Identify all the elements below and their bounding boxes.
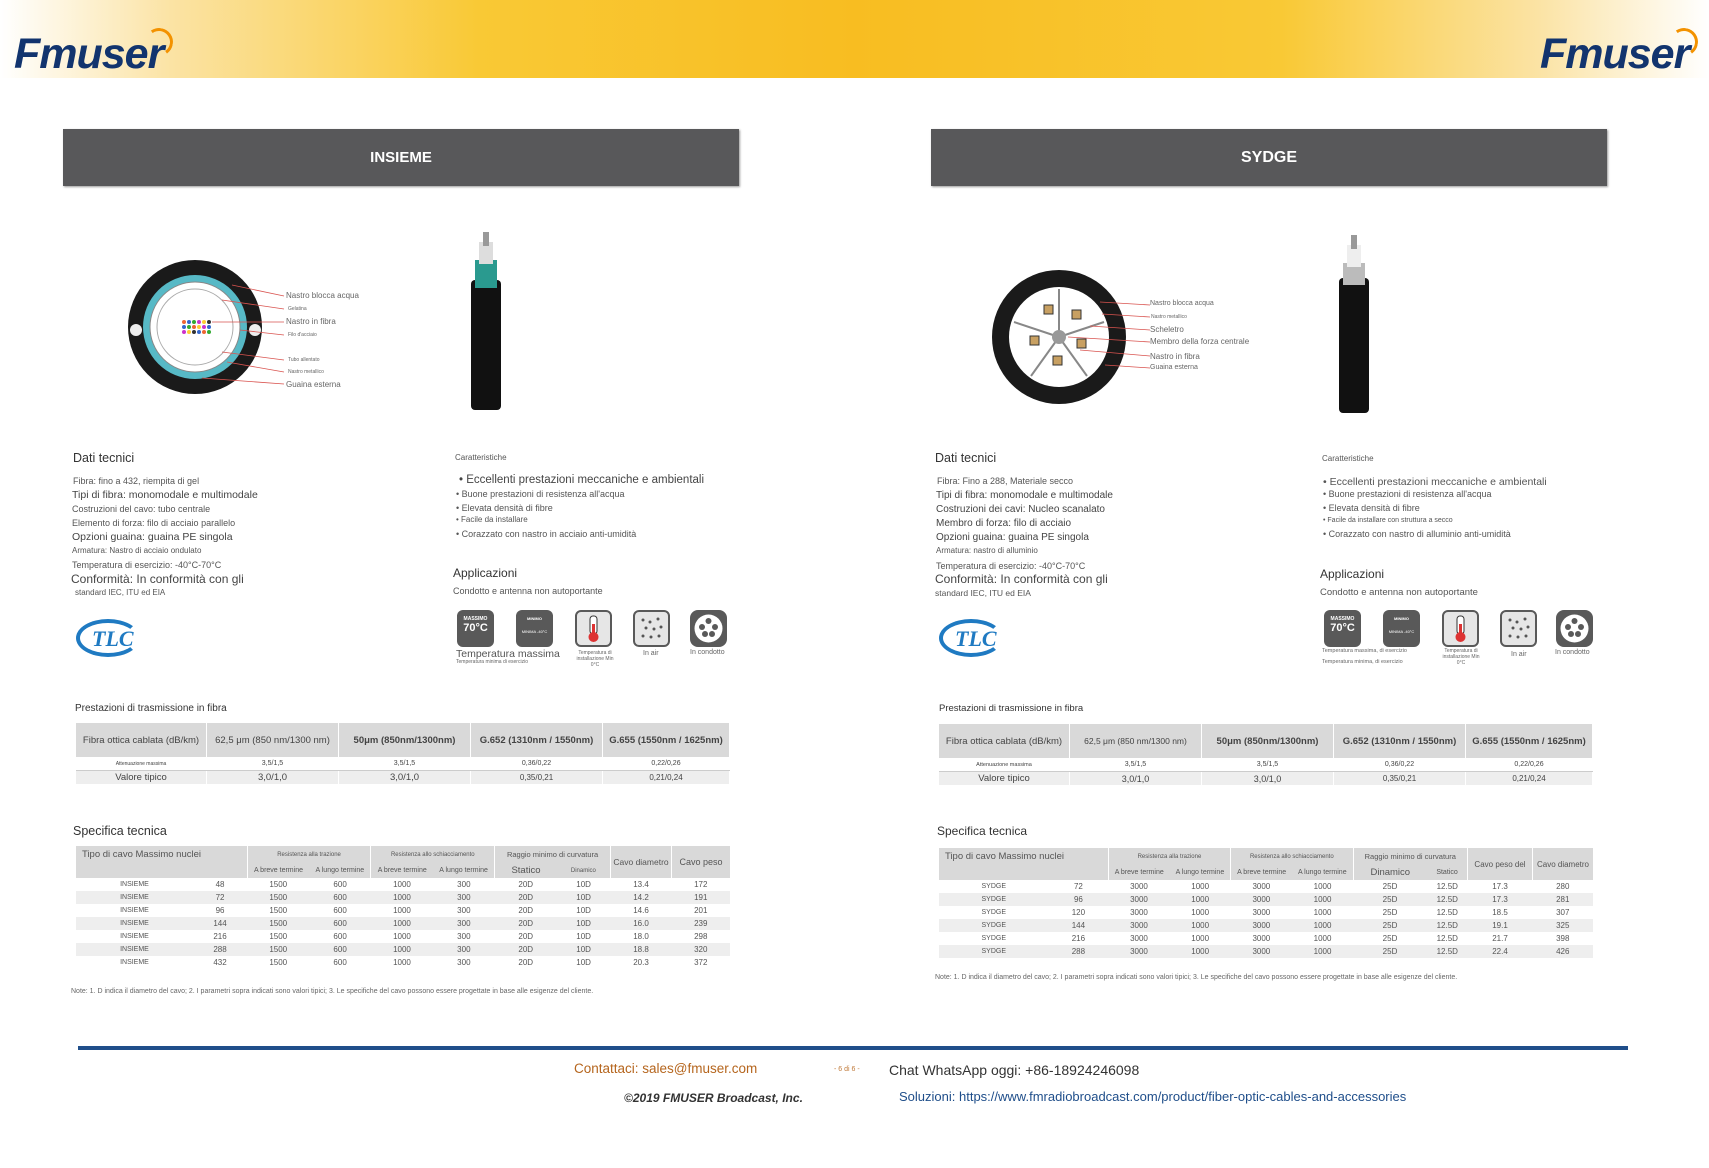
spec-cell: 20D — [518, 880, 534, 889]
perf-cell: 3,0/1,0 — [1070, 772, 1202, 786]
thermometer-icon — [575, 610, 612, 647]
min-temperature-icon: MINIMO MINIMA -40°C — [516, 610, 553, 647]
cable-type-cell: INSIEME — [76, 917, 193, 930]
spec-cell: 216 — [213, 932, 227, 941]
perf-cell: 0,36/0,22 — [1334, 758, 1466, 772]
perf-cell: 0,22/0,26 — [1466, 758, 1593, 772]
cable-side-view-sydge — [1334, 233, 1374, 413]
table-row — [939, 945, 1593, 958]
tech-line: Temperatura di esercizio: -40°C-70°C — [936, 561, 1086, 571]
spec-header-cell: Dinamico — [557, 863, 611, 878]
table-row — [939, 880, 1593, 893]
spec-cell: 288 — [193, 943, 247, 956]
feature-item: • Facile da installare con struttura a secco — [1323, 517, 1453, 524]
spec-cell: 1000 — [371, 891, 433, 904]
callout-label: Gelatina — [288, 306, 307, 312]
spec-table-body — [939, 880, 1593, 958]
spec-header-cell: Resistenza allo schiacciamento — [371, 846, 495, 863]
spec-cell: 20D — [495, 943, 557, 956]
page-number: - 6 di 6 - — [834, 1066, 860, 1073]
feature-item: • Corazzato con nastro di alluminio anti-umidità — [1323, 529, 1511, 539]
cable-type-cell: INSIEME — [120, 959, 149, 966]
icon-label: Temperatura di installazione Min 0°C — [1442, 648, 1480, 666]
spec-header-cell: Cavo peso — [672, 846, 731, 878]
perf-header-cell: Fibra ottica cablata (dB/km) — [939, 724, 1070, 758]
spec-cell: 172 — [694, 880, 708, 889]
icon-label: In air — [643, 650, 659, 657]
perf-cell: 3,5/1,5 — [1202, 758, 1334, 772]
spec-cell: 1000 — [1191, 882, 1210, 891]
spec-cell: 3000 — [1130, 908, 1148, 917]
spec-header-cell: A breve termine — [247, 863, 309, 878]
applications-title: Applicazioni — [453, 566, 518, 580]
perf-cell: 3,5/1,5 — [207, 757, 339, 771]
spec-cell: 432 — [213, 958, 227, 967]
spec-cell: 14.6 — [633, 906, 649, 915]
spec-header-cell: Raggio minimo di curvatura — [495, 846, 611, 863]
spec-cell: 48 — [215, 880, 225, 889]
spec-cell: 300 — [457, 958, 471, 967]
icon-label: Temperatura di installazione Min 0°C — [576, 650, 614, 668]
table-row — [76, 891, 730, 904]
table-row — [76, 878, 730, 891]
spec-cell: 18.8 — [611, 943, 672, 956]
spec-header-cell: Cavo diametro — [1533, 848, 1594, 880]
applications-subtitle: Condotto e antenna non autoportante — [453, 586, 603, 596]
tech-line: Elemento di forza: filo di acciaio parallelo — [72, 518, 236, 528]
min-temperature-icon: MINIMO MINIMA -40°C — [1383, 610, 1420, 647]
spec-cell: 426 — [1533, 945, 1594, 958]
table-row — [76, 930, 730, 943]
spec-cell: 1000 — [1292, 893, 1353, 906]
spec-cell: 320 — [672, 943, 731, 956]
footer-rule — [78, 1046, 1628, 1050]
tech-line: Costruzioni del cavo: tubo centrale — [72, 504, 211, 514]
spec-cell: 96 — [215, 906, 225, 915]
tech-line: standard IEC, ITU ed EIA — [75, 588, 166, 597]
spec-cell: 144 — [1049, 919, 1109, 932]
spec-cell: 239 — [672, 917, 731, 930]
icon-label: In condotto — [690, 649, 725, 656]
spec-cell: 1000 — [1191, 908, 1210, 917]
spec-cell: 21.7 — [1492, 934, 1508, 943]
spec-cell: 600 — [333, 906, 347, 915]
feature-item: • Eccellenti prestazioni meccaniche e ambientali — [1323, 476, 1547, 488]
solutions-line — [899, 1089, 1406, 1104]
callout-label: Nastro in fibra — [286, 317, 336, 326]
feature-item: • Buone prestazioni di resistenza all'acqua — [456, 489, 625, 499]
spec-header-cell: Statico — [495, 863, 557, 878]
spec-cell: 3000 — [1231, 893, 1292, 906]
spec-cell: 3000 — [1252, 908, 1271, 917]
spec-cell: 18.5 — [1492, 908, 1508, 917]
spec-cell: 600 — [309, 891, 371, 904]
spec-cell: 25D — [1382, 908, 1398, 917]
spec-cell: 1500 — [269, 880, 288, 889]
spec-cell: 1000 — [1170, 945, 1231, 958]
spec-cell: 1000 — [393, 958, 411, 967]
spec-cell: 600 — [309, 917, 371, 930]
spec-cell: 1000 — [1313, 908, 1332, 917]
contact-email-link[interactable]: Contattaci: sales@fmuser.com — [574, 1061, 758, 1076]
spec-cell: 12.5D — [1427, 919, 1467, 932]
tech-line: Armatura: Nastro di acciaio ondulato — [72, 546, 202, 555]
spec-cell: 1500 — [247, 917, 309, 930]
tech-line: Tipi di fibra: monomodale e multimodale — [936, 490, 1113, 501]
perf-table — [939, 724, 1593, 785]
tech-line: Conformità: In conformità con gli — [935, 572, 1108, 586]
icon-label: Temperatura minima, di esercizio — [1322, 659, 1403, 665]
perf-cell: Attenuazione massima — [939, 758, 1070, 772]
spec-cell: 325 — [1533, 919, 1594, 932]
spec-cell: 10D — [576, 880, 591, 889]
perf-header-cell: 50μm (850nm/1300nm) — [1202, 724, 1334, 758]
spec-cell: 300 — [457, 906, 471, 915]
cable-type-cell: SYDGE — [981, 935, 1007, 942]
spec-cell: 22.4 — [1468, 945, 1533, 958]
perf-cell: Valore tipico — [939, 772, 1070, 786]
spec-cell: 600 — [333, 958, 347, 967]
icon-label: In condotto — [1555, 649, 1590, 656]
spec-header-cell: Statico — [1427, 865, 1467, 880]
spec-cell: 1500 — [269, 906, 288, 915]
spec-cell: 300 — [457, 932, 471, 941]
tlc-logo-text: TLC — [955, 626, 997, 651]
in-duct-icon — [690, 610, 727, 647]
spec-cell: 1000 — [371, 943, 433, 956]
callout-label: Guaina esterna — [286, 380, 341, 389]
spec-cell: 25D — [1382, 934, 1398, 943]
brand-logo-left — [14, 30, 163, 79]
spec-header-cell: Tipo di cavo Massimo nuclei — [939, 848, 1108, 880]
spec-header-cell: A lungo termine — [1170, 865, 1231, 880]
footnote: Note: 1. D indica il diametro del cavo; 2. I parametri sopra indicati sono valori tipici; 3. Le specifiche del cavo possono essere progettate in base alle esigenze del cliente. — [71, 988, 594, 995]
perf-header-cell: 62,5 μm (850 nm/1300 nm) — [207, 723, 339, 757]
spec-cell: 3000 — [1252, 934, 1271, 943]
perf-header-cell: 62,5 μm (850 nm/1300 nm) — [1070, 724, 1202, 758]
spec-cell: 10D — [557, 943, 611, 956]
spec-cell: 300 — [457, 880, 471, 889]
spec-cell: 281 — [1533, 893, 1594, 906]
feature-item: • Elevata densità di fibre — [456, 503, 553, 513]
product-title-sydge: SYDGE — [931, 129, 1607, 186]
spec-cell: 10D — [557, 891, 611, 904]
icon-label: Temperatura minima di esercizio — [456, 659, 528, 665]
spec-cell: 3000 — [1130, 882, 1148, 891]
table-row — [939, 893, 1593, 906]
perf-cell: Valore tipico — [76, 771, 207, 785]
spec-cell: 1000 — [371, 917, 433, 930]
spec-cell: 307 — [1556, 908, 1570, 917]
feature-item: • Facile da installare — [456, 515, 528, 524]
spec-title: Specifica tecnica — [73, 824, 167, 838]
whatsapp-text: Chat WhatsApp oggi: +86-18924246098 — [889, 1062, 1140, 1078]
spec-cell: 12.5D — [1436, 882, 1458, 891]
header-banner — [0, 0, 1709, 78]
perf-cell: 3,0/1,0 — [1202, 772, 1334, 786]
tech-line: standard IEC, ITU ed EIA — [935, 588, 1031, 598]
cable-type-cell: INSIEME — [120, 907, 149, 914]
cable-type-cell: SYDGE — [939, 945, 1049, 958]
in-air-icon — [633, 610, 670, 647]
perf-cell: 3,0/1,0 — [207, 771, 339, 785]
spec-cell: 298 — [694, 932, 708, 941]
tech-line: Tipi di fibra: monomodale e multimodale — [72, 489, 258, 501]
spec-cell: 120 — [1071, 908, 1086, 917]
perf-header-cell: Fibra ottica cablata (dB/km) — [76, 723, 207, 757]
table-row — [939, 932, 1593, 945]
callout-label: Tubo allentato — [288, 357, 320, 363]
perf-header-cell: G.652 (1310nm / 1550nm) — [471, 723, 603, 757]
table-row — [76, 943, 730, 956]
cable-type-cell: SYDGE — [939, 919, 1049, 932]
spec-title: Specifica tecnica — [937, 824, 1028, 838]
callout-label: Nastro in fibra — [1150, 352, 1200, 361]
spec-header-cell: Raggio minimo di curvatura — [1353, 848, 1467, 865]
spec-cell: 398 — [1556, 934, 1570, 943]
spec-header-cell: Cavo peso del — [1468, 848, 1533, 880]
callout-label: Guaina esterna — [1150, 364, 1198, 371]
max-temperature-icon: MASSIMO 70°C — [1324, 610, 1361, 647]
brand-logo-text: Fmuser — [1540, 30, 1690, 78]
spec-table — [76, 846, 730, 969]
tech-line: Costruzioni dei cavi: Nucleo scanalato — [936, 504, 1105, 515]
cable-type-cell: SYDGE — [939, 893, 1049, 906]
spec-cell: 12.5D — [1427, 945, 1467, 958]
spec-cell: 16.0 — [611, 917, 672, 930]
features-title: Caratteristiche — [455, 453, 507, 462]
spec-cell: 288 — [1049, 945, 1109, 958]
spec-cell: 300 — [433, 891, 495, 904]
spec-cell: 10D — [557, 917, 611, 930]
tech-line: Opzioni guaina: guaina PE singola — [936, 532, 1089, 543]
spec-cell: 216 — [1071, 934, 1086, 943]
spec-cell: 3000 — [1108, 945, 1169, 958]
tech-line: Opzioni guaina: guaina PE singola — [72, 531, 233, 543]
icon-label: Temperatura massima — [456, 648, 560, 660]
perf-cell: 0,36/0,22 — [471, 757, 603, 771]
feature-item: • Corazzato con nastro in acciaio anti-umidità — [456, 529, 637, 539]
spec-cell: 72 — [1073, 882, 1083, 891]
spec-header-cell: A lungo termine — [309, 863, 371, 878]
table-row — [939, 906, 1593, 919]
callout-label: Nastro blocca acqua — [286, 291, 359, 300]
spec-cell: 1000 — [1191, 934, 1210, 943]
perf-cell: 0,21/0,24 — [603, 771, 730, 785]
perf-title: Prestazioni di trasmissione in fibra — [75, 703, 227, 714]
spec-cell: 1000 — [1313, 882, 1332, 891]
table-row — [76, 917, 730, 930]
spec-table-body — [76, 878, 730, 969]
spec-cell: 20D — [518, 958, 534, 967]
table-row — [76, 956, 730, 969]
callout-label: Nastro metallico — [288, 369, 324, 375]
spec-cell: 20D — [495, 917, 557, 930]
features-title: Caratteristiche — [1322, 454, 1374, 463]
spec-cell: 20.3 — [633, 958, 649, 967]
tech-data-title: Dati tecnici — [73, 451, 135, 465]
spec-header-cell: A lungo termine — [1292, 865, 1353, 880]
spec-cell: 1000 — [393, 906, 411, 915]
spec-cell: 20D — [518, 906, 534, 915]
feature-item: • Elevata densità di fibre — [1323, 503, 1420, 513]
tech-line: Fibra: fino a 432, riempita di gel — [73, 476, 200, 486]
spec-header-cell: Cavo diametro — [611, 846, 672, 878]
spec-header-cell: A breve termine — [1231, 865, 1292, 880]
spec-cell: 19.1 — [1468, 919, 1533, 932]
spec-cell: 3000 — [1231, 945, 1292, 958]
spec-header-cell: A breve termine — [371, 863, 433, 878]
spec-cell: 191 — [672, 891, 731, 904]
spec-cell: 600 — [309, 943, 371, 956]
cable-type-cell: INSIEME — [120, 933, 149, 940]
spec-cell: 1500 — [269, 932, 288, 941]
spec-header-cell: A breve termine — [1108, 865, 1169, 880]
in-air-icon — [1500, 610, 1537, 647]
perf-cell: Attenuazione massima — [76, 757, 207, 771]
spec-cell: 1000 — [393, 880, 411, 889]
perf-table — [76, 723, 730, 784]
brand-logo-right — [1540, 30, 1689, 79]
tech-line: Armatura: nastro di alluminio — [936, 546, 1038, 555]
perf-title: Prestazioni di trasmissione in fibra — [939, 703, 1084, 714]
spec-cell: 3000 — [1252, 882, 1271, 891]
cable-type-cell: INSIEME — [76, 891, 193, 904]
brand-logo-text: Fmuser — [14, 30, 164, 78]
spec-cell: 600 — [333, 932, 347, 941]
perf-cell: 0,35/0,21 — [1334, 772, 1466, 786]
in-duct-icon — [1556, 610, 1593, 647]
spec-cell: 372 — [694, 958, 708, 967]
spec-header-cell: Tipo di cavo Massimo nuclei — [76, 846, 247, 878]
perf-header-cell: 50μm (850nm/1300nm) — [339, 723, 471, 757]
spec-cell: 300 — [433, 943, 495, 956]
spec-cell: 20D — [518, 932, 534, 941]
perf-cell: 0,35/0,21 — [471, 771, 603, 785]
spec-cell: 1500 — [247, 943, 309, 956]
spec-cell: 1500 — [247, 891, 309, 904]
cable-type-cell: SYDGE — [981, 909, 1007, 916]
footnote: Note: 1. D indica il diametro del cavo; 2. I parametri sopra indicati sono valori tipici; 3. Le specifiche del cavo possono essere progettate in base alle esigenze del cliente. — [935, 974, 1458, 981]
spec-cell: 18.0 — [633, 932, 649, 941]
spec-cell: 3000 — [1130, 934, 1148, 943]
perf-header-cell: G.652 (1310nm / 1550nm) — [1334, 724, 1466, 758]
spec-cell: 3000 — [1231, 919, 1292, 932]
applications-title: Applicazioni — [1320, 567, 1385, 581]
spec-cell: 10D — [576, 958, 591, 967]
spec-cell: 12.5D — [1436, 908, 1458, 917]
spec-cell: 1000 — [1170, 919, 1231, 932]
feature-item: • Eccellenti prestazioni meccaniche e ambientali — [459, 474, 705, 486]
spec-cell: 10D — [576, 932, 591, 941]
spec-cell: 600 — [333, 880, 347, 889]
spec-cell: 300 — [433, 917, 495, 930]
copyright: ©2019 FMUSER Broadcast, Inc. — [624, 1091, 803, 1105]
spec-header-cell: Resistenza alla trazione — [247, 846, 371, 863]
tlc-logo-text: TLC — [92, 626, 134, 651]
spec-cell: 25D — [1353, 945, 1427, 958]
perf-cell: 0,22/0,26 — [603, 757, 730, 771]
spec-cell: 144 — [193, 917, 247, 930]
spec-cell: 20D — [495, 891, 557, 904]
tech-line: Conformità: In conformità con gli — [71, 572, 244, 586]
spec-cell: 1000 — [1313, 934, 1332, 943]
callout-label: Membro della forza centrale — [1150, 337, 1250, 346]
cable-type-cell: INSIEME — [120, 881, 149, 888]
spec-cell: 14.2 — [611, 891, 672, 904]
callout-label: Scheletro — [1150, 325, 1184, 334]
max-temperature-icon: MASSIMO 70°C — [457, 610, 494, 647]
spec-cell: 1000 — [1292, 919, 1353, 932]
applications-subtitle: Condotto e antenna non autoportante — [1320, 587, 1478, 598]
tech-data-title: Dati tecnici — [935, 451, 997, 465]
solutions-label: Soluzioni: — [899, 1089, 956, 1104]
tech-line: Fibra: Fino a 288, Materiale secco — [937, 476, 1074, 486]
cable-side-view-insieme — [466, 230, 506, 410]
feature-item: • Buone prestazioni di resistenza all'acqua — [1323, 489, 1492, 499]
spec-cell: 96 — [1049, 893, 1109, 906]
spec-header-cell: Resistenza alla trazione — [1108, 848, 1230, 865]
icon-label: In air — [1511, 651, 1527, 658]
spec-cell: 25D — [1353, 919, 1427, 932]
perf-cell: 3,5/1,5 — [1070, 758, 1202, 772]
spec-cell: 201 — [694, 906, 708, 915]
perf-cell: 0,21/0,24 — [1466, 772, 1593, 786]
spec-header-cell: A lungo termine — [433, 863, 495, 878]
table-row — [939, 919, 1593, 932]
spec-cell: 3000 — [1108, 919, 1169, 932]
spec-cell: 1500 — [269, 958, 288, 967]
callout-label: Nastro metallico — [1151, 314, 1187, 320]
spec-table — [939, 848, 1593, 958]
spec-cell: 280 — [1556, 882, 1570, 891]
spec-cell: 12.5D — [1427, 893, 1467, 906]
spec-cell: 1000 — [1170, 893, 1231, 906]
thermometer-icon — [1442, 610, 1479, 647]
tech-line: Temperatura di esercizio: -40°C-70°C — [72, 560, 222, 570]
perf-header-cell: G.655 (1550nm / 1625nm) — [603, 723, 730, 757]
spec-cell: 25D — [1353, 893, 1427, 906]
table-row — [76, 904, 730, 917]
spec-header-cell: Resistenza allo schiacciamento — [1231, 848, 1353, 865]
spec-cell: 25D — [1382, 882, 1398, 891]
perf-cell: 3,0/1,0 — [339, 771, 471, 785]
perf-header-cell: G.655 (1550nm / 1625nm) — [1466, 724, 1593, 758]
product-title-insieme: INSIEME — [63, 129, 739, 186]
cable-type-cell: SYDGE — [981, 883, 1007, 890]
spec-cell: 17.3 — [1492, 882, 1508, 891]
spec-cell: 72 — [193, 891, 247, 904]
spec-cell: 13.4 — [633, 880, 649, 889]
callout-label: Nastro blocca acqua — [1150, 300, 1214, 307]
spec-cell: 1000 — [393, 932, 411, 941]
solutions-link[interactable]: https://www.fmradiobroadcast.com/product/fiber-optic-cables-and-accessories — [959, 1089, 1407, 1104]
tech-line: Membro di forza: filo di acciaio — [936, 518, 1072, 529]
spec-cell: 3000 — [1108, 893, 1169, 906]
spec-cell: 1000 — [1292, 945, 1353, 958]
icon-label: Temperatura massima, di esercizio — [1322, 648, 1407, 654]
spec-cell: 10D — [576, 906, 591, 915]
spec-header-cell: Dinamico — [1353, 865, 1427, 880]
cable-type-cell: INSIEME — [76, 943, 193, 956]
perf-cell: 3,5/1,5 — [339, 757, 471, 771]
callout-label: Filo d'acciaio — [288, 332, 317, 338]
spec-cell: 17.3 — [1468, 893, 1533, 906]
spec-cell: 12.5D — [1436, 934, 1458, 943]
